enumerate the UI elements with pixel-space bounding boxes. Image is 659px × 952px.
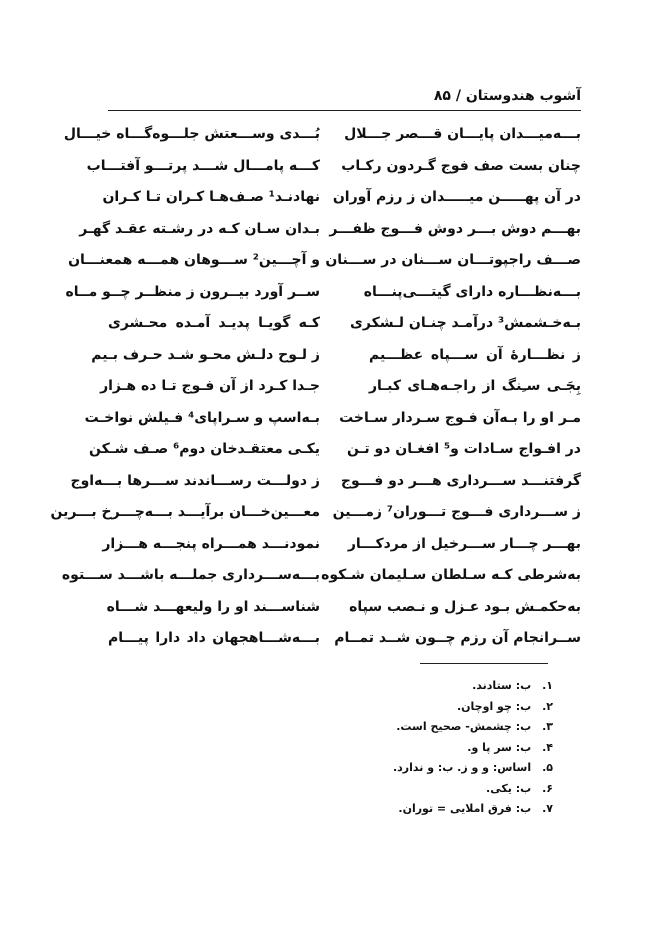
couplet: [63, 124, 581, 156]
hemistich-second: بـــه‌شـــاهجهان داد دارا پیـــام: [108, 630, 320, 646]
poem-body: [50, 124, 581, 660]
hemistich-second: جـدا کـرد از آن فـوج تـا ده هـزار: [100, 378, 320, 394]
hemistich-first: به‌شرطی کـه سـلطان سـلیمان شـکوه: [321, 567, 581, 583]
header-divider: [108, 110, 581, 111]
hemistich-first: صـــف راجپوتـــان ســـنان در ســـنان: [325, 252, 581, 268]
couplet: [84, 408, 581, 440]
hemistich-first: در افـواج سـادات و⁵ افغـان دو تـن: [346, 441, 581, 457]
hemistich-first: به‌حکمـش بـود عـزل و نـصب سپاه: [349, 598, 581, 615]
hemistich-first: بـه‌خـشمش³ درآمـد چنـان لـشکری: [350, 315, 581, 331]
couplet: [79, 219, 581, 251]
hemistich-second: نهادنـد¹ صـف‌هـا کـران تـا کـران: [102, 189, 320, 205]
footnote-text: ب: فرق املایی = توران.: [398, 802, 532, 815]
running-header: آشوب هندوستان / ۸۵: [433, 88, 581, 104]
hemistich-first: ز ســـرداری فـــوج تـــوران⁷ زمـــین: [332, 504, 581, 520]
hemistich-first: بـــه‌میـــدان پایـــان قـــصر جـــلال: [344, 126, 581, 142]
footnote-text: ب: چشمش- صحیح است.: [396, 720, 532, 733]
hemistich-second: و آچـــین² ســـوهان همـــه همعنـــان: [68, 252, 320, 268]
footnote-divider: [420, 663, 548, 664]
hemistich-second: معـــین‌خـــان برآیـــد بـــه‌چـــرخ بـــرین: [50, 504, 320, 520]
hemistich-first: بِجَـی سـِنگ از راجـه‌هـای کبـار: [369, 378, 581, 394]
footnote: [253, 799, 553, 820]
hemistich-second: بـــه‌ســـرداری جملـــه باشـــد ســـتوه: [61, 567, 320, 583]
footnote: [253, 738, 553, 759]
hemistich-first: در آن پهـــــن میـــــدان ز رزم آوران: [332, 189, 581, 205]
couplet: [70, 471, 581, 503]
footnote-number: ۷.: [542, 802, 553, 815]
hemistich-first: گرفتنـــد ســـرداری هـــر دو فـــوج: [340, 472, 581, 489]
footnote: [253, 758, 553, 779]
hemistich-second: ســر آورد بیــرون ز منظــر چــو مــاه: [65, 283, 320, 300]
hemistich-second: ز لـوح دلـش محـو شـد حـرف بـیم: [91, 346, 320, 363]
couplet: [108, 313, 581, 345]
footnote-text: اساس: و و ز. ب: و ندارد.: [392, 761, 532, 774]
hemistich-first: بهـــم دوش بـــر دوش فـــوج ظفـــر: [329, 220, 581, 237]
hemistich-first: چنان بست صف فوج گـردون رکـاب: [341, 157, 581, 174]
hemistich-second: کـه گویـا پدیـد آمـده محـشری: [108, 315, 320, 331]
hemistich-second: بُـــدی وســـعتش جلـــوه‌گـــاه خیـــال: [63, 126, 320, 142]
footnote: [253, 779, 553, 800]
couplet: [102, 534, 581, 566]
hemistich-first: بهـــر چـــار ســـرخیل از مردکـــار: [347, 535, 581, 552]
footnote-text: ب: چو اوچان.: [456, 699, 532, 713]
couplet: [102, 187, 581, 219]
couplet: [61, 565, 581, 597]
footnote-number: ۲.: [542, 699, 553, 713]
hemistich-second: ز دولـــت رســـاندند ســـرها بـــه‌اوج: [70, 472, 320, 489]
hemistich-second: یکـی معتقـدخان دوم⁶ صـف شـکن: [89, 441, 320, 457]
footnote: [253, 697, 553, 718]
hemistich-second: نمودنـــد همـــراه پنجـــه هـــزار: [102, 535, 320, 552]
couplet: [50, 502, 581, 534]
couplet: [65, 282, 581, 314]
hemistich-first: بـــه‌نظـــاره دارای گیتـــی‌پنـــاه: [363, 283, 581, 300]
couplet: [100, 376, 581, 408]
couplet: [108, 597, 581, 629]
couplet: [89, 439, 581, 471]
footnote-number: ۳.: [542, 720, 553, 733]
couplet: [86, 156, 581, 188]
couplet: [108, 628, 581, 660]
couplet: [68, 250, 581, 282]
footnote-number: ۶.: [542, 781, 553, 795]
hemistich-second: بـدان سـان کـه در رشـته عقـد گهـر: [79, 220, 320, 237]
hemistich-first: ســرانجام آن رزم چــون شــد تمــام: [334, 630, 581, 646]
footnote-number: ۵.: [542, 761, 553, 774]
hemistich-second: کـــه پامـــال شـــد پرتـــو آفتـــاب: [86, 157, 320, 174]
couplet: [91, 345, 581, 377]
hemistich-second: شناســـند او را ولیعهـــد شـــاه: [106, 598, 320, 615]
footnote-text: ب: سر پا و.: [467, 740, 532, 754]
footnote-number: ۱.: [542, 679, 553, 692]
footnote: [253, 717, 553, 738]
footnote-text: ب: یکی.: [486, 781, 532, 795]
hemistich-first: ز نظـــارهٔ آن ســـپاه عظـــیم: [369, 346, 581, 363]
hemistich-first: مـر او را بـه‌آن فـوج سـردار سـاخت: [339, 409, 581, 426]
footnote-text: ب: ستادند.: [472, 679, 532, 692]
hemistich-second: بـه‌اسپ و سـراپای⁴ فـیلش نواخـت: [84, 409, 320, 426]
footnotes: [253, 676, 553, 820]
footnote-number: ۴.: [542, 740, 553, 754]
footnote: [253, 676, 553, 697]
